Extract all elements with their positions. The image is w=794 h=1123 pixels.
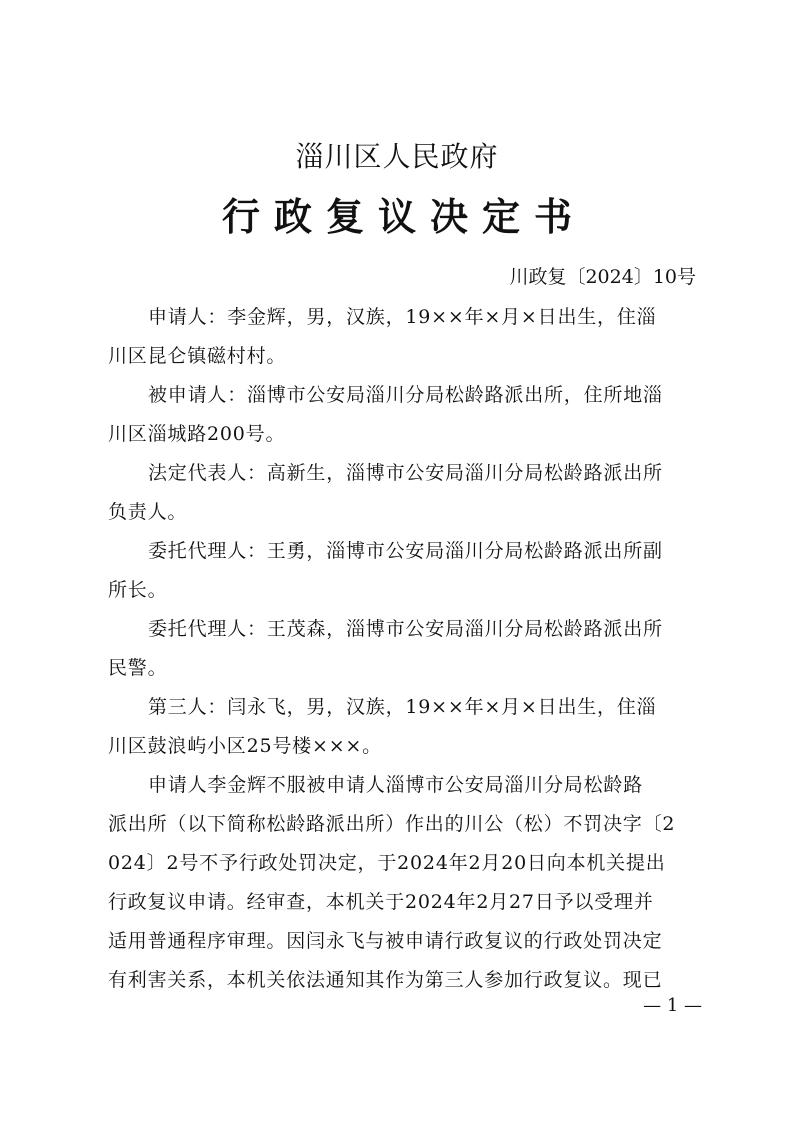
body-line: 川区鼓浪屿小区25号楼×××。 xyxy=(108,735,382,757)
body-line: 民警。 xyxy=(108,657,168,679)
page-number: — 1 — xyxy=(643,995,702,1016)
body-line: 024〕2号不予行政处罚决定，于2024年2月20日向本机关提出 xyxy=(108,852,666,874)
body-line: 申请人李金辉不服被申请人淄博市公安局淄川分局松龄路 xyxy=(148,774,644,796)
body-line: 委托代理人：王茂森，淄博市公安局淄川分局松龄路派出所 xyxy=(148,618,663,640)
document-number: 川政复〔2024〕10号 xyxy=(509,266,696,288)
body-line: 法定代表人：高新生，淄博市公安局淄川分局松龄路派出所 xyxy=(148,462,663,484)
body-line: 被申请人：淄博市公安局淄川分局松龄路派出所，住所地淄 xyxy=(148,384,663,406)
body-line: 川区昆仑镇磁村村。 xyxy=(108,345,287,367)
body-line: 行政复议申请。经审查，本机关于2024年2月27日予以受理并 xyxy=(108,891,654,913)
body-line: 申请人：李金辉，男，汉族，19××年×月×日出生，住淄 xyxy=(148,306,657,328)
body-line: 负责人。 xyxy=(108,501,188,523)
body-line: 委托代理人：王勇，淄博市公安局淄川分局松龄路派出所副 xyxy=(148,540,663,562)
body-line: 川区淄城路200号。 xyxy=(108,423,286,445)
issuing-organization-title: 淄川区人民政府 xyxy=(295,140,499,173)
body-line: 所长。 xyxy=(108,579,168,601)
body-line: 派出所（以下简称松龄路派出所）作出的川公（松）不罚决字〔2 xyxy=(108,813,676,835)
body-line: 有利害关系，本机关依法通知其作为第三人参加行政复议。现已 xyxy=(108,969,663,991)
body-line: 适用普通程序审理。因闫永飞与被申请行政复议的行政处罚决定 xyxy=(108,930,663,952)
document-title: 行政复议决定书 xyxy=(221,194,586,239)
body-line: 第三人：闫永飞，男，汉族，19××年×月×日出生，住淄 xyxy=(148,696,657,718)
document-body xyxy=(108,298,698,1000)
